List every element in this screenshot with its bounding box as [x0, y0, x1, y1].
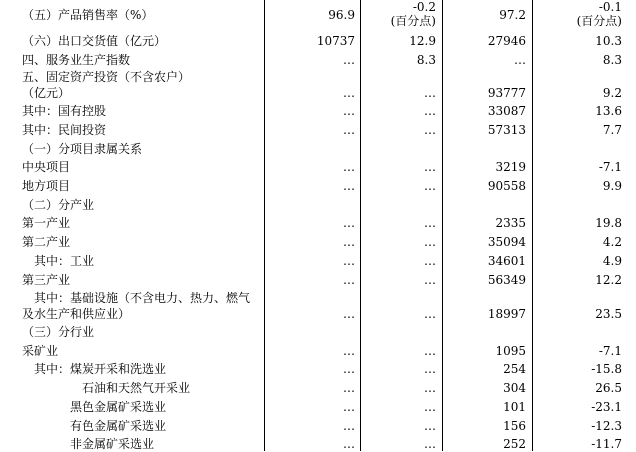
- row-value-c3: 33087: [487, 104, 526, 118]
- row-label: 其中：煤炭开采和洗选业: [34, 362, 167, 376]
- row-label: 第一产业: [22, 216, 71, 230]
- row-value-c3: 254: [503, 362, 526, 376]
- row-value-c1: …: [343, 179, 355, 193]
- row-value-c4: 4.2: [602, 235, 622, 249]
- row-label: 非金属矿采选业: [70, 437, 155, 451]
- row-value-c2: …: [424, 307, 436, 321]
- column-divider: [360, 0, 361, 451]
- row-value-c3: 2335: [495, 216, 526, 230]
- row-value-c4: 26.5: [595, 381, 622, 395]
- row-value-c3: 90558: [487, 179, 526, 193]
- row-value-c4: -15.8: [591, 362, 622, 376]
- value-line: (百分点): [576, 14, 622, 28]
- row-value-c2: [391, 0, 436, 28]
- row-label: 黑色金属矿采选业: [70, 400, 167, 414]
- value-line: -0.1: [598, 0, 622, 14]
- row-value-c2: …: [424, 179, 436, 193]
- row-value-c2: …: [424, 160, 436, 174]
- row-value-c1: …: [343, 419, 355, 433]
- row-value-c1: …: [343, 235, 355, 249]
- row-label: 及水生产和供应业）: [22, 307, 131, 321]
- row-value-c3: 97.2: [499, 8, 526, 22]
- row-label: 五、固定资产投资（不含农户）: [22, 70, 191, 84]
- row-value-c2: …: [424, 419, 436, 433]
- row-value-c3: 3219: [495, 160, 526, 174]
- row-value-c4: -7.1: [598, 344, 622, 358]
- row-value-c2: …: [424, 216, 436, 230]
- row-value-c2: 8.3: [416, 53, 436, 67]
- row-label: 中央项目: [22, 160, 71, 174]
- value-line: -0.2: [412, 0, 436, 14]
- row-label: （二）分产业: [22, 198, 95, 212]
- row-value-c2: …: [424, 344, 436, 358]
- row-value-c2: …: [424, 362, 436, 376]
- row-label: 其中：民间投资: [22, 123, 107, 137]
- row-label: （三）分行业: [22, 325, 95, 339]
- row-value-c3: 35094: [487, 235, 526, 249]
- row-value-c2: …: [424, 381, 436, 395]
- row-label: （五）产品销售率（%）: [22, 8, 154, 22]
- row-value-c3: 156: [503, 419, 526, 433]
- row-value-c4: 13.6: [595, 104, 622, 118]
- row-value-c3: 34601: [487, 254, 526, 268]
- row-value-c3: 27946: [487, 34, 526, 48]
- row-value-c4: 8.3: [602, 53, 622, 67]
- row-value-c3: 304: [503, 381, 526, 395]
- row-value-c1: …: [343, 53, 355, 67]
- row-value-c2: 12.9: [409, 34, 436, 48]
- row-value-c2: …: [424, 123, 436, 137]
- row-value-c1: …: [343, 104, 355, 118]
- row-value-c2: …: [424, 104, 436, 118]
- row-value-c4: 7.7: [602, 123, 622, 137]
- column-divider: [264, 0, 265, 451]
- row-value-c3: 1095: [495, 344, 526, 358]
- row-label: 其中：工业: [34, 254, 95, 268]
- row-value-c4: 19.8: [595, 216, 622, 230]
- row-value-c4: 9.9: [602, 179, 622, 193]
- row-label: 地方项目: [22, 179, 71, 193]
- row-value-c1: …: [343, 86, 355, 100]
- row-value-c4: -23.1: [591, 400, 622, 414]
- row-value-c4: -12.3: [591, 419, 622, 433]
- row-value-c2: …: [424, 437, 436, 451]
- row-label: （一）分项目隶属关系: [22, 142, 143, 156]
- row-label: 石油和天然气开采业: [82, 381, 191, 395]
- row-label: 四、服务业生产指数: [22, 53, 131, 67]
- row-value-c1: …: [343, 344, 355, 358]
- row-label: （亿元）: [22, 86, 71, 100]
- column-divider: [442, 0, 443, 451]
- row-value-c3: 101: [503, 400, 526, 414]
- row-label: 采矿业: [22, 344, 59, 358]
- row-value-c3: 56349: [487, 273, 526, 287]
- row-value-c1: …: [343, 254, 355, 268]
- row-value-c1: …: [343, 362, 355, 376]
- row-value-c1: …: [343, 160, 355, 174]
- row-value-c4: 9.2: [602, 86, 622, 100]
- row-value-c4: 4.9: [602, 254, 622, 268]
- row-value-c3: 18997: [487, 307, 526, 321]
- row-value-c1: …: [343, 307, 355, 321]
- row-label: （六）出口交货值（亿元）: [22, 34, 167, 48]
- row-value-c2: …: [424, 86, 436, 100]
- value-line: (百分点): [390, 14, 436, 28]
- column-divider: [532, 0, 533, 451]
- row-label: 有色金属矿采选业: [70, 419, 167, 433]
- row-value-c1: …: [343, 381, 355, 395]
- row-value-c1: 96.9: [328, 8, 355, 22]
- row-label: 第三产业: [22, 273, 71, 287]
- row-value-c1: …: [343, 400, 355, 414]
- row-value-c1: …: [343, 437, 355, 451]
- row-label: 第二产业: [22, 235, 71, 249]
- row-value-c4: 12.2: [595, 273, 622, 287]
- row-value-c2: …: [424, 235, 436, 249]
- row-value-c4: -7.1: [598, 160, 622, 174]
- row-value-c2: …: [424, 254, 436, 268]
- row-value-c1: …: [343, 216, 355, 230]
- row-value-c2: …: [424, 273, 436, 287]
- row-label: 其中：国有控股: [22, 104, 107, 118]
- row-value-c1: …: [343, 273, 355, 287]
- row-value-c4: 23.5: [595, 307, 622, 321]
- row-label: 其中：基础设施（不含电力、热力、燃气: [34, 291, 251, 305]
- row-value-c1: 10737: [316, 34, 355, 48]
- row-value-c1: …: [343, 123, 355, 137]
- row-value-c3: …: [514, 53, 526, 67]
- row-value-c4: 10.3: [595, 34, 622, 48]
- row-value-c3: 57313: [487, 123, 526, 137]
- row-value-c4: -11.7: [591, 437, 622, 451]
- row-value-c3: 93777: [487, 86, 526, 100]
- row-value-c4: [577, 0, 622, 28]
- row-value-c2: …: [424, 400, 436, 414]
- row-value-c3: 252: [503, 437, 526, 451]
